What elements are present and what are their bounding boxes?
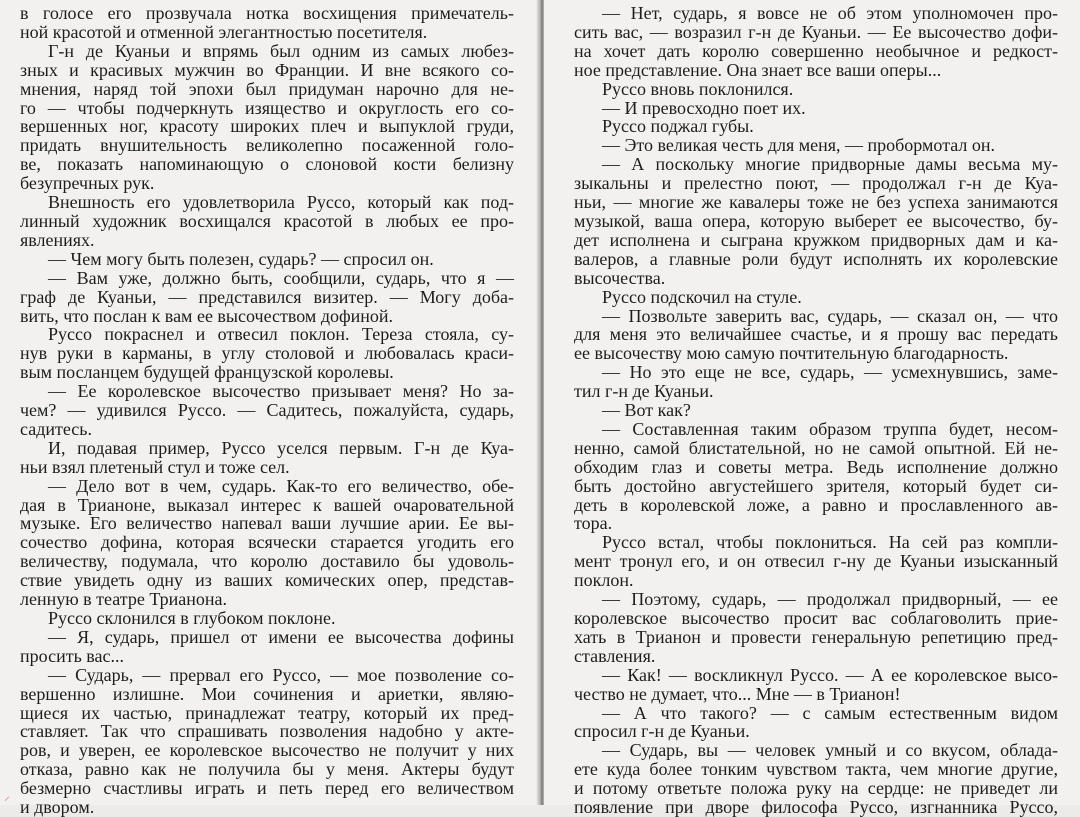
text-line: и двором.: [20, 797, 95, 817]
text-line: — Поэтому, сударь, — продолжал придворный, — ее: [602, 589, 1058, 610]
text-line: Руссо склонился в глубоком поклоне.: [48, 608, 336, 628]
text-line: линный художник восхищался красотой в любых ее про-: [20, 210, 514, 231]
text-line: вить, что послан к вам ее высочеством дофиной.: [20, 305, 394, 326]
text-line: и потому ответьте положа руку на сердце: не приведет ли: [574, 778, 1058, 799]
text-line: граф де Куаньи, — представился визитер. — Могу доба-: [20, 286, 514, 307]
text-line: мент тронул его, и он отвесил г-ну де Куаньи изысканный: [574, 551, 1058, 572]
text-line: — Позвольте заверить вас, сударь, — сказал он, — что: [602, 305, 1058, 326]
text-line: придать внушительность великолепно посаженной голо-: [20, 135, 514, 156]
text-line: королевское высочество просит вас соблаговолить прие-: [574, 608, 1058, 628]
text-line: — Ее королевское высочество призывает меня? Но за-: [48, 381, 514, 402]
text-line: — Сударь, — прервал его Руссо, — мое позволение со-: [48, 664, 514, 685]
text-line: ставления.: [574, 645, 656, 666]
text-line: — Составленная таким образом труппа будет, несом-: [602, 418, 1058, 439]
text-line: спросил г-н де Куаньи.: [574, 721, 750, 742]
text-line: музыке. Его величество напевал ваши лучшие арии. Ее вы-: [20, 513, 514, 534]
text-line: садитесь.: [20, 418, 92, 439]
text-line: — Вот как?: [602, 400, 691, 421]
text-line: зыкальны и прелестно поют, — продолжал г-н де Куа-: [574, 173, 1058, 194]
text-line: величеству, подумала, что королю доставило бы удоволь-: [20, 551, 514, 572]
text-line: на хочет дать королю совершенно необычное и редкост-: [574, 40, 1058, 61]
text-line: вым посланцем будущей французской королевы.: [20, 362, 394, 383]
text-line: — Нет, сударь, я вовсе не об этом уполномочен про-: [602, 3, 1058, 23]
text-line: — И превосходно поет их.: [602, 97, 806, 118]
text-line: высочества.: [574, 267, 666, 288]
text-line: вершенно излишне. Мои сочинения и ариетки, являю-: [20, 683, 514, 704]
text-line: — А поскольку многие придворные дамы весьма му-: [602, 154, 1058, 175]
text-line: — Сударь, вы — человек умный и со вкусом, облада-: [602, 740, 1058, 761]
text-line: ньи, — многие же кавалеры тоже не без успеха занимаются: [574, 192, 1058, 213]
text-line: — Но это еще не все, сударь, — усмехнувшись, заме-: [602, 362, 1058, 383]
text-line: безмерно счастливы играть и петь перед его величеством: [20, 778, 514, 799]
text-line: сочество дофина, которая всячески старается угодить его: [20, 532, 514, 553]
text-line: тил г-н де Куаньи.: [574, 381, 714, 402]
text-line: валеров, а главные роли будут исполнять их королевские: [574, 248, 1058, 269]
text-line: — Это великая честь для меня, — пробормотал он.: [602, 135, 996, 156]
text-line: щиеся их частью, принадлежат театру, который их пред-: [20, 702, 514, 723]
text-line: музыкой, ваша опера, которую выберет ее высочество, бу-: [574, 210, 1058, 231]
text-line: Руссо встал, чтобы поклониться. На сей раз компли-: [602, 532, 1058, 553]
text-line: безупречных рук.: [20, 173, 155, 194]
text-line: Руссо поджал губы.: [602, 116, 754, 137]
text-line: — А что такого? — с самым естественным видом: [602, 702, 1058, 723]
text-line: ве, показать напоминающую о слоновой кости белизну: [20, 154, 514, 175]
text-line: для меня это величайшее счастье, и я прошу вас передать: [574, 324, 1058, 345]
text-line: ненно, самой блистательной, но не самой опытной. Ей не-: [574, 437, 1058, 458]
text-line: ньи взял плетеный стул и тоже сел.: [20, 456, 290, 477]
text-line: И, подавая пример, Руссо уселся первым. Г-н де Куа-: [48, 437, 514, 458]
text-line: Г-н де Куаньи и впрямь был одним из самых любез-: [48, 40, 514, 61]
text-line: вершенных ног, красоту широких плеч и выпуклой груди,: [20, 116, 514, 137]
text-line: просить вас...: [20, 645, 125, 666]
text-line: в голосе его прозвучала нотка восхищения примечатель-: [20, 3, 514, 23]
text-line: появление при дворе философа Руссо, изгнанника Руссо,: [574, 797, 1058, 817]
text-line: чество не думает, что... Мне — в Трианон!: [574, 683, 901, 704]
text-line: дая в Трианоне, выказал интерес к вашей очаровательной: [20, 494, 514, 515]
text-line: — Вам уже, должно быть, сообщили, сударь, что я —: [48, 267, 514, 288]
text-line: хать в Трианон и провести генеральную репетицию пред-: [574, 626, 1058, 647]
text-line: — Чем могу быть полезен, сударь? — спросил он.: [48, 248, 434, 269]
text-line: быть достойно августейшего зрителя, который будет си-: [574, 475, 1058, 496]
text-line: тора.: [574, 513, 613, 534]
text-line: дет исполнена и сыграна кружком придворных дам и ка-: [574, 229, 1058, 250]
text-line: ете куда более тонким чувством такта, чем многие другие,: [574, 759, 1058, 780]
text-line: обходим глаз и советы метра. Ведь исполнение должно: [574, 456, 1058, 477]
text-line: поклон.: [574, 570, 634, 591]
text-line: ров, и уверен, ее королевское высочество не получит у них: [20, 740, 514, 761]
text-line: мнения, наряд той эпохи был придуман нарочно для не-: [20, 78, 514, 99]
corner-pencil-mark-icon: ⸝: [4, 789, 11, 803]
text-line: — Как! — воскликнул Руссо. — А ее королевское высо-: [602, 664, 1058, 685]
text-line: ее высочеству мою самую почтительную благодарность.: [574, 343, 1009, 364]
text-line: — Дело вот в чем, сударь. Как-то его величество, обе-: [48, 475, 514, 496]
text-line: отказа, равно как не получила бы у меня. Актеры будут: [20, 759, 514, 780]
text-line: зных и красивых мужчин во Франции. И вне всякого со-: [20, 59, 514, 80]
text-line: сить вас, — возразил г-н де Куаньи. — Ее высочество дофи-: [574, 21, 1058, 42]
text-line: ствие увидеть одну из ваших комических опер, представ-: [20, 570, 514, 591]
right-page: [544, 0, 1080, 817]
text-line: ленную в театре Трианона.: [20, 589, 228, 610]
text-line: Руссо вновь поклонился.: [602, 78, 794, 99]
text-line: явлениях.: [20, 229, 95, 250]
text-line: ной красотой и отменной элегантностью посетителя.: [20, 21, 428, 42]
text-line: Руссо покраснел и отвесил поклон. Тереза стояла, су-: [48, 324, 514, 345]
text-line: ставляет. Так что спрашивать позволения надобно у акте-: [20, 721, 514, 742]
text-line: ное представление. Она знает все ваши оперы...: [574, 59, 942, 80]
text-line: деть в королевской ложе, а равно и прославленного ав-: [574, 494, 1058, 515]
text-line: чем? — удивился Руссо. — Садитесь, пожалуйста, сударь,: [20, 400, 514, 421]
text-line: го — чтобы подчеркнуть изящество и округлость его со-: [20, 97, 514, 118]
text-line: Руссо подскочил на стуле.: [602, 286, 802, 307]
text-line: нув руки в карманы, в углу столовой и любовалась краси-: [20, 343, 514, 364]
text-line: Внешность его удовлетворила Руссо, который как под-: [48, 192, 514, 213]
text-line: — Я, сударь, пришел от имени ее высочества дофины: [48, 626, 514, 647]
